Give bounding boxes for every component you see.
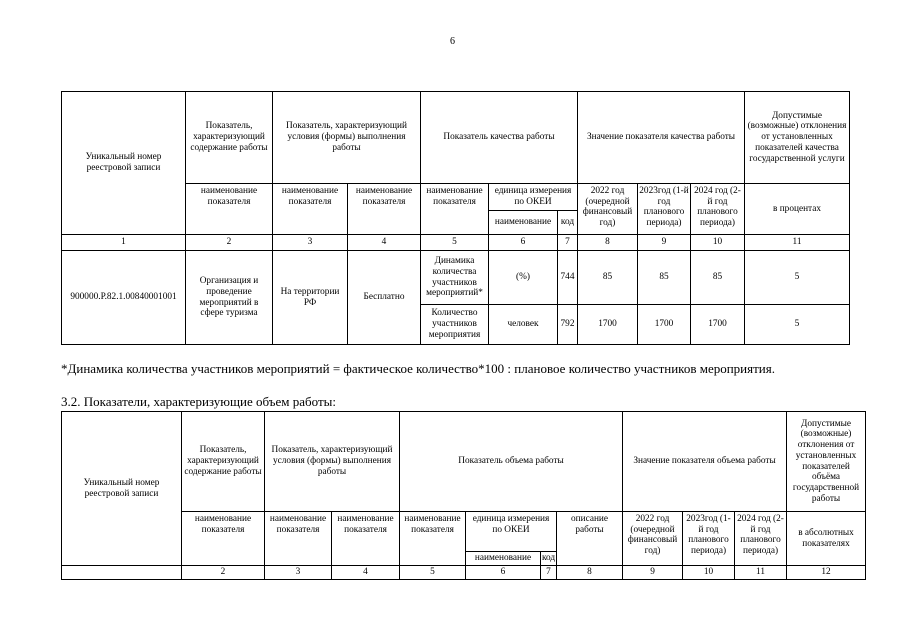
column-number: 5: [421, 235, 489, 251]
column-number: 11: [735, 566, 787, 580]
col-registry-header: Уникальный номер реестровой записи: [62, 92, 186, 235]
column-numbers-row: [62, 235, 850, 251]
column-number: 7: [558, 235, 578, 251]
sub-2024-header: 2024 год (2-й год планового периода): [691, 184, 745, 235]
metric-code-cell: 792: [558, 305, 578, 345]
quality-indicators-table: [61, 91, 850, 345]
sub-2022-header: 2022 год (очередной финансовый год): [578, 184, 638, 235]
col-content-indicator-header: Показатель, характеризующий содержание работы: [182, 412, 265, 512]
metric-2024-cell: 85: [691, 251, 745, 305]
metric-name-cell: Динамика количества участников мероприятий*: [421, 251, 489, 305]
metric-deviation-cell: 5: [745, 251, 850, 305]
territory-cell: На территории РФ: [273, 251, 348, 345]
sub-2023-header: 2023год (1-й год планового периода): [683, 512, 735, 566]
metric-deviation-cell: 5: [745, 305, 850, 345]
column-number: 6: [466, 566, 541, 580]
col-deviation-header: Допустимые (возможные) отклонения от установленных показателей объёма государственной работы: [787, 412, 866, 512]
col-quality-indicator-header: Показатель качества работы: [421, 92, 578, 184]
column-number: 10: [683, 566, 735, 580]
sub-2022-header: 2022 год (очередной финансовый год): [623, 512, 683, 566]
metric-unit-cell: (%): [489, 251, 558, 305]
column-number: 4: [348, 235, 421, 251]
metric-name-cell: Количество участников мероприятия: [421, 305, 489, 345]
col-registry-header: Уникальный номер реестровой записи: [62, 412, 182, 566]
page-number: 6: [450, 36, 455, 47]
column-number: 9: [623, 566, 683, 580]
content-cell: Организация и проведение мероприятий в сфере туризма: [186, 251, 273, 345]
sub-2024-header: 2024 год (2-й год планового периода): [735, 512, 787, 566]
metric-2022-cell: 85: [578, 251, 638, 305]
col-content-indicator-header: Показатель, характеризующий содержание работы: [186, 92, 273, 184]
sub-name-header: наименование показателя: [400, 512, 466, 566]
column-number: 8: [557, 566, 623, 580]
table-row: [62, 251, 850, 305]
col-condition-indicator-header: Показатель, характеризующий условия (формы) выполнения работы: [273, 92, 421, 184]
metric-2023-cell: 85: [638, 251, 691, 305]
metric-unit-cell: человек: [489, 305, 558, 345]
sub-unit-code-header: код: [541, 552, 557, 566]
sub-name-header: наименование показателя: [265, 512, 332, 566]
registry-number-cell: 900000.Р.82.1.00840001001: [62, 251, 186, 345]
column-number: 5: [400, 566, 466, 580]
column-number: 11: [745, 235, 850, 251]
sub-name-header: наименование показателя: [348, 184, 421, 235]
sub-unit-code-header: код: [558, 211, 578, 235]
sub-unit-name-header: наименование: [466, 552, 541, 566]
sub-percent-header: в процентах: [745, 184, 850, 235]
sub-name-header: наименование показателя: [421, 184, 489, 235]
metric-2023-cell: 1700: [638, 305, 691, 345]
column-number: 10: [691, 235, 745, 251]
col-deviation-header: Допустимые (возможные) отклонения от установленных показателей качества государственной услуги: [745, 92, 850, 184]
sub-2023-header: 2023год (1-й год планового периода): [638, 184, 691, 235]
sub-name-header: наименование показателя: [182, 512, 265, 566]
column-number: 9: [638, 235, 691, 251]
col-volume-value-header: Значение показателя объема работы: [623, 412, 787, 512]
section-title: 3.2. Показатели, характеризующие объем работы:: [61, 394, 336, 409]
column-number: 1: [62, 235, 186, 251]
column-number: 4: [332, 566, 400, 580]
column-number: 12: [787, 566, 866, 580]
column-number-empty: [62, 566, 182, 580]
column-number: 7: [541, 566, 557, 580]
column-number: 8: [578, 235, 638, 251]
sub-unit-name-header: наименование: [489, 211, 558, 235]
col-condition-indicator-header: Показатель, характеризующий условия (формы) выполнения работы: [265, 412, 400, 512]
sub-unit-header: единица измерения по ОКЕИ: [489, 184, 578, 211]
metric-2022-cell: 1700: [578, 305, 638, 345]
column-number: 3: [265, 566, 332, 580]
col-quality-value-header: Значение показателя качества работы: [578, 92, 745, 184]
volume-indicators-table: [61, 411, 866, 580]
metric-code-cell: 744: [558, 251, 578, 305]
sub-name-header: наименование показателя: [273, 184, 348, 235]
sub-unit-header: единица измерения по ОКЕИ: [466, 512, 557, 552]
column-numbers-row: [62, 566, 866, 580]
metric-2024-cell: 1700: [691, 305, 745, 345]
column-number: 2: [182, 566, 265, 580]
sub-name-header: наименование показателя: [186, 184, 273, 235]
col-volume-indicator-header: Показатель объема работы: [400, 412, 623, 512]
sub-name-header: наименование показателя: [332, 512, 400, 566]
sub-absolute-header: в абсолютных показателях: [787, 512, 866, 566]
column-number: 6: [489, 235, 558, 251]
footnote: *Динамика количества участников мероприятий = фактическое количество*100 : плановое количество участников мероприятия.: [61, 361, 775, 376]
column-number: 3: [273, 235, 348, 251]
payment-cell: Бесплатно: [348, 251, 421, 345]
column-number: 2: [186, 235, 273, 251]
sub-description-header: описание работы: [557, 512, 623, 566]
